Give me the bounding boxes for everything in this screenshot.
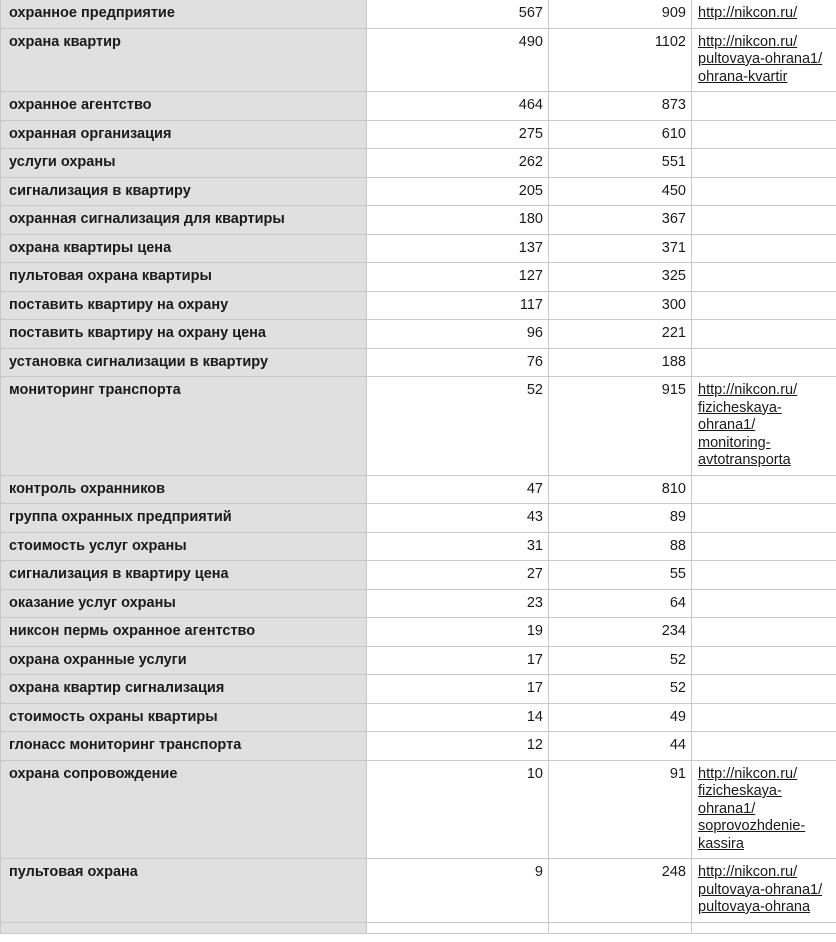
shows-cell[interactable]: 275 bbox=[367, 120, 549, 149]
url-cell[interactable] bbox=[692, 291, 836, 320]
url-cell[interactable] bbox=[692, 206, 836, 235]
keyword-cell[interactable]: охрана охранные услуги bbox=[1, 646, 367, 675]
shows-cell[interactable]: 262 bbox=[367, 149, 549, 178]
url-cell[interactable] bbox=[692, 92, 836, 121]
keyword-cell[interactable]: охранная организация bbox=[1, 120, 367, 149]
frequency-cell[interactable]: 91 bbox=[549, 760, 692, 859]
url-cell[interactable] bbox=[692, 320, 836, 349]
table-row bbox=[1, 760, 836, 859]
url-cell[interactable] bbox=[692, 377, 836, 476]
keyword-cell[interactable]: охрана квартир bbox=[1, 28, 367, 92]
shows-cell[interactable]: 31 bbox=[367, 532, 549, 561]
frequency-cell[interactable]: 909 bbox=[549, 0, 692, 28]
frequency-cell[interactable]: 52 bbox=[549, 646, 692, 675]
shows-cell[interactable]: 96 bbox=[367, 320, 549, 349]
table-row bbox=[1, 732, 836, 761]
table-row bbox=[1, 348, 836, 377]
frequency-cell[interactable]: 49 bbox=[549, 703, 692, 732]
keyword-cell[interactable]: никсон пермь охранное агентство bbox=[1, 618, 367, 647]
shows-cell[interactable]: 490 bbox=[367, 28, 549, 92]
frequency-cell[interactable]: 44 bbox=[549, 732, 692, 761]
url-cell[interactable] bbox=[692, 504, 836, 533]
shows-cell[interactable]: 180 bbox=[367, 206, 549, 235]
table-row bbox=[1, 291, 836, 320]
keyword-cell[interactable]: стоимость охраны квартиры bbox=[1, 703, 367, 732]
frequency-cell[interactable]: 188 bbox=[549, 348, 692, 377]
keyword-cell[interactable]: стоимость услуг охраны bbox=[1, 532, 367, 561]
table-row bbox=[1, 618, 836, 647]
table-row bbox=[1, 504, 836, 533]
shows-cell[interactable]: 464 bbox=[367, 92, 549, 121]
link-text-line: http://nikcon.ru/ bbox=[698, 864, 798, 880]
url-cell[interactable] bbox=[692, 0, 836, 28]
shows-cell[interactable]: 567 bbox=[367, 0, 549, 28]
url-cell[interactable] bbox=[692, 922, 836, 933]
shows-cell[interactable]: 52 bbox=[367, 377, 549, 476]
shows-cell[interactable]: 9 bbox=[367, 859, 549, 923]
keyword-cell[interactable]: охранная сигнализация для квартиры bbox=[1, 206, 367, 235]
table-row bbox=[1, 149, 836, 178]
frequency-cell[interactable] bbox=[549, 922, 692, 933]
frequency-cell[interactable]: 300 bbox=[549, 291, 692, 320]
keyword-cell[interactable]: глонасс мониторинг транспорта bbox=[1, 732, 367, 761]
keyword-cell[interactable]: сигнализация в квартиру bbox=[1, 177, 367, 206]
url-cell[interactable] bbox=[692, 263, 836, 292]
url-cell[interactable] bbox=[692, 675, 836, 704]
frequency-cell[interactable]: 248 bbox=[549, 859, 692, 923]
table-row bbox=[1, 589, 836, 618]
keyword-cell[interactable]: охранное агентство bbox=[1, 92, 367, 121]
table-row bbox=[1, 177, 836, 206]
link-text-line: kassira bbox=[698, 835, 744, 852]
frequency-cell[interactable]: 221 bbox=[549, 320, 692, 349]
table-row bbox=[1, 703, 836, 732]
link-text-line: pultovaya-ohrana1/ bbox=[698, 51, 823, 67]
link-text-line: http://nikcon.ru/ bbox=[698, 33, 798, 50]
keyword-cell[interactable]: услуги охраны bbox=[1, 149, 367, 178]
shows-cell[interactable]: 12 bbox=[367, 732, 549, 761]
link-text-line: soprovozhdenie- bbox=[698, 818, 806, 834]
frequency-cell[interactable]: 88 bbox=[549, 532, 692, 561]
keyword-cell[interactable] bbox=[1, 922, 367, 933]
link-text-line: ohrana1/ bbox=[698, 417, 756, 433]
shows-cell[interactable]: 14 bbox=[367, 703, 549, 732]
frequency-cell[interactable]: 234 bbox=[549, 618, 692, 647]
keyword-cell[interactable]: пультовая охрана bbox=[1, 859, 367, 923]
url-cell[interactable] bbox=[692, 732, 836, 761]
url-cell[interactable] bbox=[692, 475, 836, 504]
frequency-cell[interactable]: 325 bbox=[549, 263, 692, 292]
keyword-cell[interactable]: мониторинг транспорта bbox=[1, 377, 367, 476]
page-link[interactable] bbox=[698, 382, 797, 468]
frequency-cell[interactable]: 64 bbox=[549, 589, 692, 618]
url-cell[interactable] bbox=[692, 618, 836, 647]
keyword-cell[interactable]: установка сигнализации в квартиру bbox=[1, 348, 367, 377]
shows-cell[interactable]: 76 bbox=[367, 348, 549, 377]
table-row bbox=[1, 377, 836, 476]
url-cell[interactable] bbox=[692, 149, 836, 178]
link-text-line: ohrana1/ bbox=[698, 800, 756, 817]
frequency-cell[interactable]: 1102 bbox=[549, 28, 692, 92]
page-link[interactable] bbox=[698, 766, 805, 852]
link-text-line: http://nikcon.ru/ bbox=[698, 382, 798, 398]
frequency-cell[interactable]: 450 bbox=[549, 177, 692, 206]
table-row bbox=[1, 28, 836, 92]
url-cell[interactable] bbox=[692, 589, 836, 618]
frequency-cell[interactable]: 52 bbox=[549, 675, 692, 704]
page-link[interactable] bbox=[698, 5, 797, 21]
url-cell[interactable] bbox=[692, 120, 836, 149]
shows-cell[interactable]: 17 bbox=[367, 646, 549, 675]
link-text-line: ohrana-kvartir bbox=[698, 68, 788, 85]
url-cell[interactable] bbox=[692, 646, 836, 675]
page-link[interactable] bbox=[698, 34, 822, 85]
link-text-line: avtotransporta bbox=[698, 452, 791, 468]
frequency-cell[interactable]: 810 bbox=[549, 475, 692, 504]
table-row bbox=[1, 922, 836, 933]
url-cell[interactable] bbox=[692, 703, 836, 732]
shows-cell[interactable]: 127 bbox=[367, 263, 549, 292]
table-row bbox=[1, 320, 836, 349]
url-cell[interactable] bbox=[692, 177, 836, 206]
shows-cell[interactable]: 19 bbox=[367, 618, 549, 647]
url-cell[interactable] bbox=[692, 28, 836, 92]
frequency-cell[interactable]: 915 bbox=[549, 377, 692, 476]
keyword-cell[interactable]: охрана квартиры цена bbox=[1, 234, 367, 263]
url-cell[interactable] bbox=[692, 760, 836, 859]
table-row bbox=[1, 120, 836, 149]
link-text-line: http://nikcon.ru/ bbox=[698, 5, 798, 21]
frequency-cell[interactable]: 55 bbox=[549, 561, 692, 590]
url-cell[interactable] bbox=[692, 859, 836, 923]
keyword-table-body bbox=[1, 0, 836, 933]
link-text-line: monitoring- bbox=[698, 434, 771, 451]
shows-cell[interactable]: 27 bbox=[367, 561, 549, 590]
table-row bbox=[1, 263, 836, 292]
page-link[interactable] bbox=[698, 864, 822, 915]
keyword-cell[interactable]: охрана сопровождение bbox=[1, 760, 367, 859]
link-text-line: pultovaya-ohrana bbox=[698, 899, 811, 915]
link-text-line: fizicheskaya- bbox=[698, 399, 782, 416]
link-text-line: fizicheskaya- bbox=[698, 783, 782, 799]
link-text-line: pultovaya-ohrana1/ bbox=[698, 881, 823, 898]
keyword-cell[interactable]: поставить квартиру на охрану bbox=[1, 291, 367, 320]
shows-cell[interactable]: 205 bbox=[367, 177, 549, 206]
shows-cell[interactable]: 117 bbox=[367, 291, 549, 320]
frequency-cell[interactable]: 551 bbox=[549, 149, 692, 178]
table-row bbox=[1, 646, 836, 675]
frequency-cell[interactable]: 367 bbox=[549, 206, 692, 235]
table-row bbox=[1, 561, 836, 590]
keyword-cell[interactable]: группа охранных предприятий bbox=[1, 504, 367, 533]
keyword-cell[interactable]: оказание услуг охраны bbox=[1, 589, 367, 618]
table-row bbox=[1, 234, 836, 263]
table-row bbox=[1, 475, 836, 504]
keyword-cell[interactable]: поставить квартиру на охрану цена bbox=[1, 320, 367, 349]
shows-cell[interactable]: 17 bbox=[367, 675, 549, 704]
shows-cell[interactable]: 47 bbox=[367, 475, 549, 504]
table-row bbox=[1, 532, 836, 561]
url-cell[interactable] bbox=[692, 561, 836, 590]
keyword-cell[interactable]: контроль охранников bbox=[1, 475, 367, 504]
url-cell[interactable] bbox=[692, 348, 836, 377]
shows-cell[interactable] bbox=[367, 922, 549, 933]
keyword-cell[interactable]: сигнализация в квартиру цена bbox=[1, 561, 367, 590]
table-row bbox=[1, 859, 836, 923]
frequency-cell[interactable]: 371 bbox=[549, 234, 692, 263]
frequency-cell[interactable]: 610 bbox=[549, 120, 692, 149]
shows-cell[interactable]: 137 bbox=[367, 234, 549, 263]
table-row bbox=[1, 92, 836, 121]
shows-cell[interactable]: 10 bbox=[367, 760, 549, 859]
frequency-cell[interactable]: 873 bbox=[549, 92, 692, 121]
table-row bbox=[1, 206, 836, 235]
table-row bbox=[1, 0, 836, 28]
frequency-cell[interactable]: 89 bbox=[549, 504, 692, 533]
shows-cell[interactable]: 23 bbox=[367, 589, 549, 618]
keyword-cell[interactable]: охранное предприятие bbox=[1, 0, 367, 28]
keyword-cell[interactable]: пультовая охрана квартиры bbox=[1, 263, 367, 292]
keyword-cell[interactable]: охрана квартир сигнализация bbox=[1, 675, 367, 704]
shows-cell[interactable]: 43 bbox=[367, 504, 549, 533]
url-cell[interactable] bbox=[692, 234, 836, 263]
url-cell[interactable] bbox=[692, 532, 836, 561]
table-row bbox=[1, 675, 836, 704]
link-text-line: http://nikcon.ru/ bbox=[698, 765, 798, 782]
